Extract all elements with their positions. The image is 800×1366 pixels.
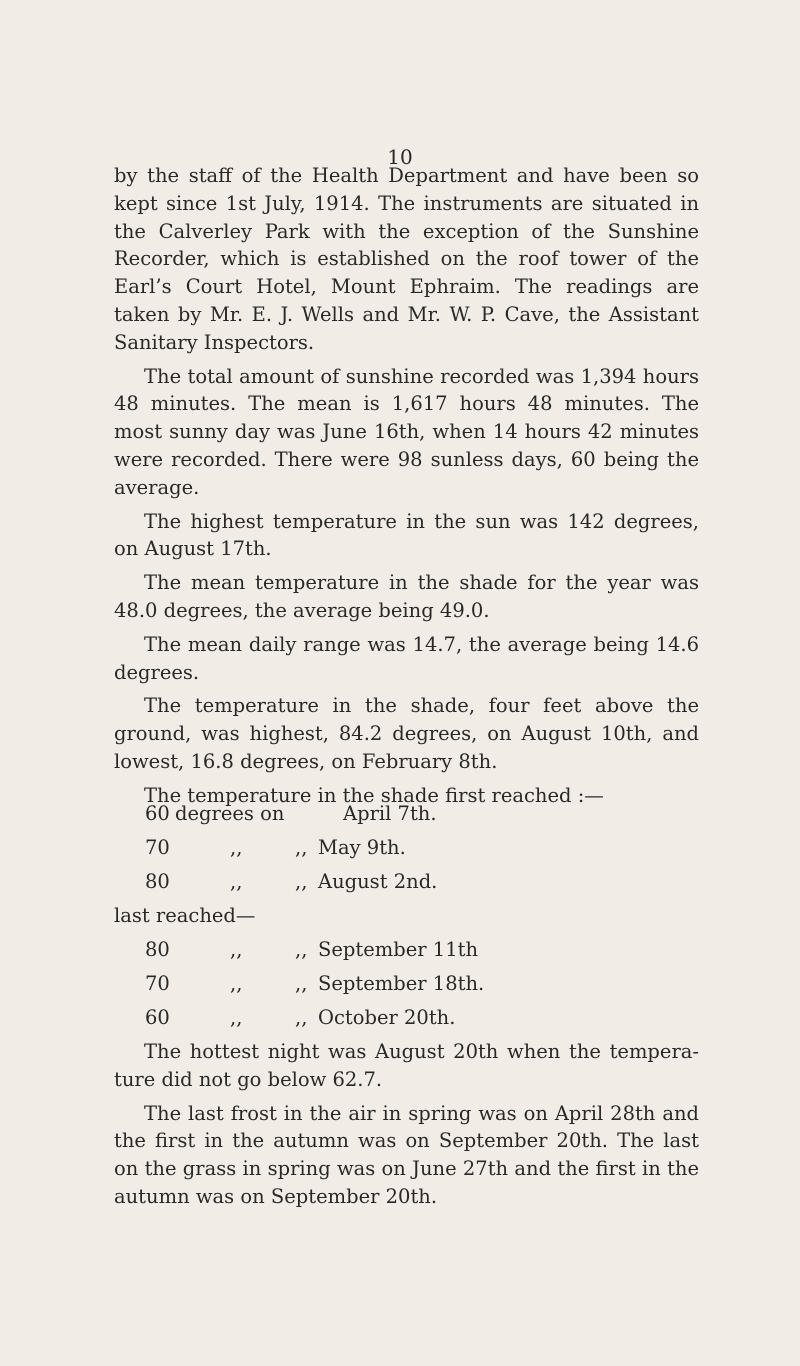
temp-value: 60 [145, 802, 170, 825]
date-text: September 11th [318, 938, 478, 961]
paragraph-hottest-night: The hottest night was August 20th when the tempera- ture did not go below 62.7. [114, 1040, 699, 1091]
date-text: May 9th. [318, 836, 406, 859]
ditto-mark: ,, [230, 1006, 243, 1029]
ditto-mark: ,, [230, 870, 243, 893]
paragraph-sun-temperature: The highest temperature in the sun was 142 degrees, on August 17th. [114, 509, 699, 561]
ditto-mark: ,, [295, 870, 308, 893]
date-text: April 7th. [343, 802, 437, 825]
ditto-mark: ,, [230, 938, 243, 961]
ditto-mark: ,, [295, 938, 308, 961]
unit-text: degrees on [175, 802, 285, 825]
date-text: September 18th. [318, 972, 485, 995]
date-text: August 2nd. [318, 870, 438, 893]
paragraph-first-reached-intro: The temperature in the shade first reached :— [144, 783, 604, 807]
page-number: 10 [387, 145, 413, 169]
ditto-mark: ,, [295, 972, 308, 995]
temp-value: 60 [145, 1006, 170, 1029]
paragraph-shade-extremes: The temperature in the shade, four feet above the ground, was highest, 84.2 degrees, on August 10th, and lowest, 16.8 degrees, on February 8th. [114, 694, 699, 773]
temp-value: 70 [145, 836, 170, 859]
ditto-mark: ,, [295, 836, 308, 859]
temp-value: 80 [145, 870, 170, 893]
temp-value: 70 [145, 972, 170, 995]
last-reached-label: last reached— [114, 904, 256, 927]
body-text-top [114, 162, 699, 816]
ditto-mark: ,, [230, 972, 243, 995]
paragraph-mean-temperature: The mean temperature in the shade for the year was 48.0 degrees, the average being 49.0. [114, 571, 699, 622]
paragraph-instruments: by the staff of the Health Department and have been so kept since 1st July, 1914. The instruments are situated in the Calverley Park with the exception of the Sunshine Recorder, which is established on the roof tower of the Earl’s Court Hotel, Mount Ephraim. The readings are taken by Mr. E. J. Wells and Mr. W. P. Cave, the Assistant Sanitary Inspectors. [114, 164, 699, 354]
body-text-bottom [114, 1038, 699, 1217]
paragraph-sunshine: The total amount of sunshine recorded was 1,394 hours 48 minutes. The mean is 1,617 hours 48 minutes. The most sunny day was June 16th, when 14 hours 42 minutes were recorded. There were 98 sunless days, 60 being the average. [114, 364, 699, 499]
paragraph-daily-range: The mean daily range was 14.7, the average being 14.6 degrees. [114, 632, 699, 684]
ditto-mark: ,, [295, 1006, 308, 1029]
ditto-mark: ,, [230, 836, 243, 859]
paragraph-frost: The last frost in the air in spring was on April 28th and the first in the autumn was on September 20th. The last on the grass in spring was on June 27th and the first in the autumn was on September 20th. [114, 1101, 699, 1208]
temp-value: 80 [145, 938, 170, 961]
date-text: October 20th. [318, 1006, 456, 1029]
